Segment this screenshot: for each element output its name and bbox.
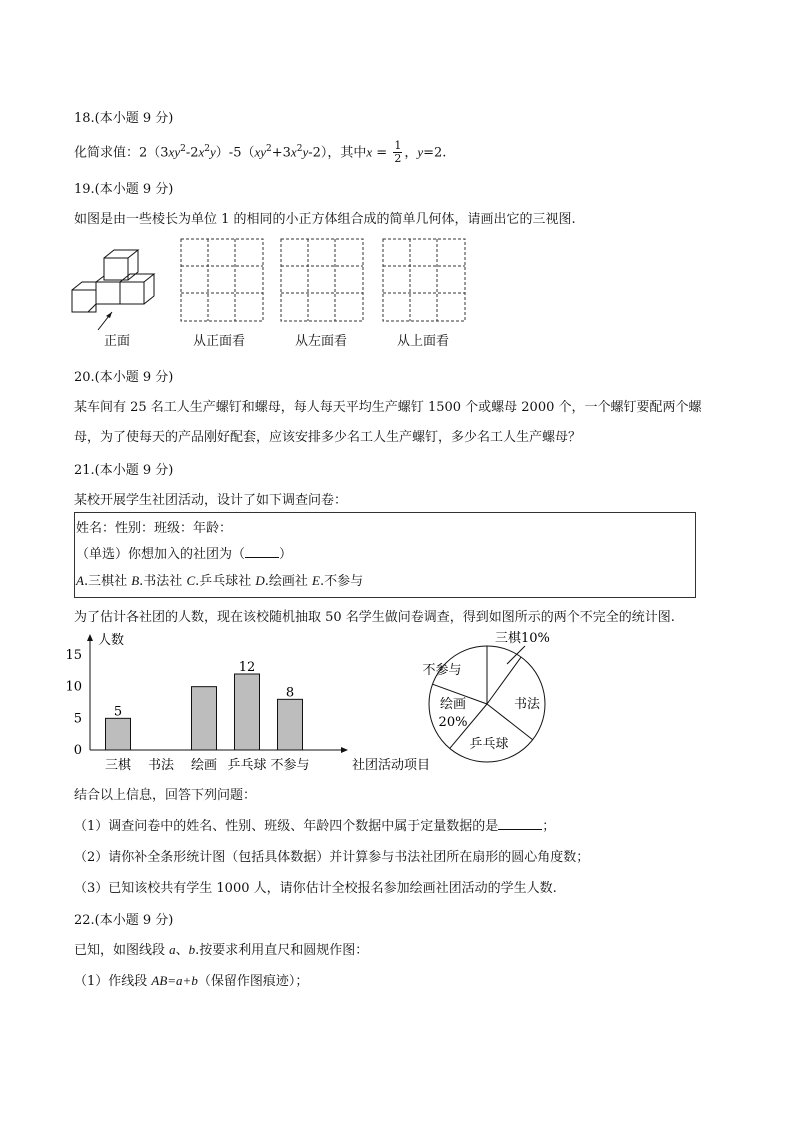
q22-sub1-b: （保留作图痕迹）； xyxy=(197,974,309,989)
q19-text: 如图是由一些棱长为单位 1 的相同的小正方体组合成的简单几何体，请画出它的三视图. xyxy=(74,212,576,227)
option-d-text: .绘画社 xyxy=(264,574,313,589)
bar-y-tick-label: 15 xyxy=(65,648,82,663)
grid-label-top: 从上面看 xyxy=(397,334,450,349)
bar-chart xyxy=(60,630,431,775)
grid-label-left: 从左面看 xyxy=(295,334,348,349)
bar-y-tick-label: 5 xyxy=(73,711,82,727)
q18-term-f: y xyxy=(302,144,309,160)
q18-term-a: xy xyxy=(168,144,181,160)
q18-sup3: 2 xyxy=(266,144,272,154)
q21-sub3: （3）已知该校共有学生 1000 人，请你估计全校报名参加绘画社团活动的学生人数. xyxy=(74,881,557,896)
q18-mid4: -2），其中 xyxy=(308,145,367,161)
q22-sub1 xyxy=(74,970,308,989)
pie-label: 乒乓球 xyxy=(469,737,509,752)
q22-line1-a: 已知，如图线段 xyxy=(74,943,170,958)
q18-term-c: y xyxy=(210,144,216,160)
survey-line1: 姓名：性别：班级：年龄： xyxy=(76,521,233,536)
bar-data-label: 12 xyxy=(238,660,256,675)
option-e-text: .不参与 xyxy=(319,574,364,589)
q21-heading: 21.(本小题 9 分) xyxy=(74,463,174,478)
q21-summary: 结合以上信息，回答下列问题： xyxy=(74,788,257,803)
option-a-text: .三棋社 xyxy=(83,574,132,589)
q20-line1: 某车间有 25 名工人生产螺钉和螺母，每人每天平均生产螺钉 1500 个或螺母 2000 个，一个螺钉要配两个螺 xyxy=(74,400,702,415)
bar-y-arrow xyxy=(87,634,93,641)
q22-line1-b: 、 xyxy=(175,943,189,958)
q18-tail: =2. xyxy=(423,145,447,161)
bar-category-label: 绘画 xyxy=(190,758,218,773)
q22-line1-c: .按要求利用直尺和圆规作图： xyxy=(195,943,369,958)
bar-y-tick-label: 0 xyxy=(73,743,82,758)
q18-sup2: 2 xyxy=(204,144,211,154)
q18-term-b: x xyxy=(198,144,205,160)
q18-mid2: ）-5（ xyxy=(215,145,255,161)
q22-var-a: a xyxy=(169,942,176,957)
bar-x-label: 社团活动项目 xyxy=(352,758,431,773)
option-c-text: .乒乓球社 xyxy=(195,574,256,589)
q18-sup4: 2 xyxy=(296,144,303,154)
q22-sub1-expr: AB=a+b xyxy=(151,973,198,988)
grid-label-front: 从正面看 xyxy=(193,334,246,349)
pie-label: 绘画 xyxy=(439,697,467,712)
q18-fraction xyxy=(393,140,402,165)
q22-sub1-a: （1）作线段 xyxy=(74,974,152,989)
bar xyxy=(106,718,131,750)
q18-term-d: xy xyxy=(254,144,267,160)
q19-heading: 19.(本小题 9 分) xyxy=(74,182,174,197)
q18-heading: 18.(本小题 9 分) xyxy=(74,111,174,126)
q18-mid3: +3 xyxy=(271,145,291,161)
survey-line2-close: ） xyxy=(279,547,293,562)
q18-frac-num: 1 xyxy=(394,139,402,153)
option-d-letter: D xyxy=(255,573,265,588)
q21-sub1-text: （1）调查问卷中的姓名、性别、班级、年龄四个数据中属于定量数据的是 xyxy=(74,819,499,834)
q18-sup1: 2 xyxy=(180,144,186,154)
bar-category-label: 不参与 xyxy=(270,758,310,773)
pie-label: 不参与 xyxy=(422,663,462,678)
bar xyxy=(235,674,260,750)
bar-data-label: 5 xyxy=(113,704,123,720)
bar-category-label: 三棋 xyxy=(104,758,132,773)
q18-expression xyxy=(74,136,446,166)
q18-x-var: x xyxy=(366,144,373,160)
view-grid-front[interactable] xyxy=(180,238,264,322)
front-label: 正面 xyxy=(104,334,131,349)
pie-chart xyxy=(420,626,570,772)
view-grid-left[interactable] xyxy=(280,238,364,322)
q18-term-e: x xyxy=(290,144,297,160)
q20-heading: 20.(本小题 9 分) xyxy=(74,370,174,385)
pie-label: 20% xyxy=(438,715,468,730)
q18-mid1: -2 xyxy=(185,145,199,161)
survey-line2-text: （单选）你想加入的社团为（ xyxy=(76,547,246,562)
q21-sub2: （2）请你补全条形统计图（包括具体数据）并计算参与书法社团所在扇形的圆心角度数； xyxy=(74,850,590,865)
q21-sub1 xyxy=(74,815,555,834)
q21-sub1-end: ； xyxy=(542,819,556,834)
survey-options xyxy=(76,570,363,589)
q18-comma: ， xyxy=(404,145,418,161)
bar xyxy=(192,687,217,750)
bar-data-label: 8 xyxy=(285,685,295,701)
q18-prefix: 化简求值：2（3 xyxy=(74,145,169,161)
q21-after-text: 为了估计各社团的人数，现在该校随机抽取 50 名学生做问卷调查，得到如图所示的两个不完全的统计图. xyxy=(74,610,675,625)
cube-figure xyxy=(68,244,168,334)
pie-label: 书法 xyxy=(513,697,541,712)
q18-eq: = xyxy=(372,145,392,161)
view-grid-top[interactable] xyxy=(382,238,466,322)
q18-frac-den: 2 xyxy=(394,152,402,166)
survey-line2 xyxy=(76,543,292,562)
q20-line2: 母，为了使每天的产品刚好配套，应该安排多少名工人生产螺钉，多少名工人生产螺母？ xyxy=(74,430,582,445)
q22-line1 xyxy=(74,939,368,958)
option-a-letter: A xyxy=(76,573,84,588)
bar-x-arrow xyxy=(341,747,348,753)
q22-var-b: b xyxy=(188,942,196,957)
option-b-text: .书法社 xyxy=(139,574,187,589)
bar xyxy=(278,699,303,750)
survey-answer-blank[interactable] xyxy=(245,545,279,558)
bar-y-label: 人数 xyxy=(98,633,125,648)
q21-sub1-blank[interactable] xyxy=(498,817,542,830)
q18-y-var: y xyxy=(417,144,424,160)
option-c-letter: C xyxy=(186,573,196,588)
option-b-letter: B xyxy=(131,573,140,588)
pie-label: 三棋10% xyxy=(495,631,550,646)
bar-category-label: 乒乓球 xyxy=(227,758,267,773)
cube-front-1 xyxy=(72,290,96,312)
q21-intro: 某校开展学生社团活动，设计了如下调查问卷： xyxy=(74,493,348,508)
q22-heading: 22.(本小题 9 分) xyxy=(74,913,174,928)
option-e-letter: E xyxy=(312,573,320,588)
bar-category-label: 书法 xyxy=(147,758,175,773)
bar-y-tick-label: 10 xyxy=(65,679,82,695)
